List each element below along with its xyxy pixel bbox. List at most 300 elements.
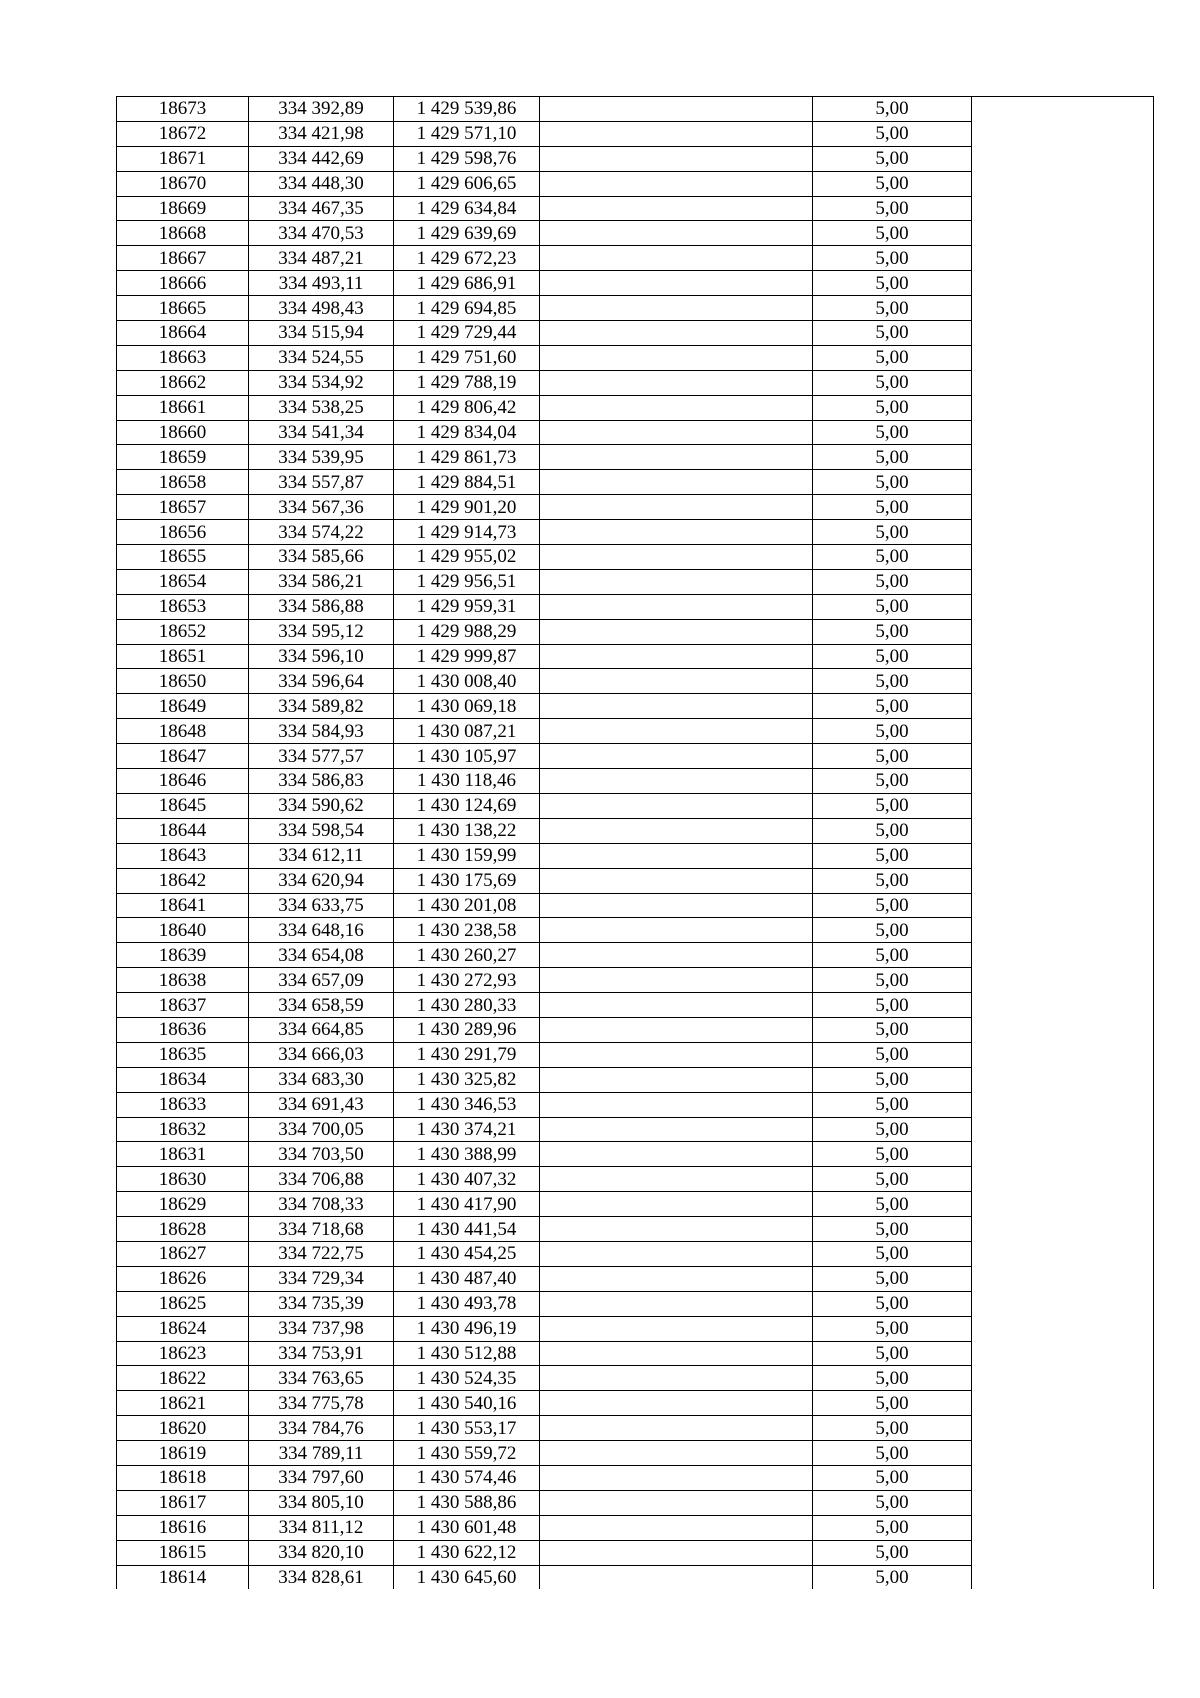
y-coordinate-cell: 1 430 238,58 — [394, 918, 540, 943]
x-coordinate-cell: 334 703,50 — [249, 1142, 394, 1167]
y-coordinate-cell: 1 430 388,99 — [394, 1142, 540, 1167]
point-number-cell: 18624 — [117, 1316, 249, 1341]
table-row — [117, 1316, 1154, 1341]
empty-cell — [540, 196, 813, 221]
table-row — [117, 146, 1154, 171]
empty-cell — [540, 1540, 813, 1565]
table-row — [117, 1490, 1154, 1515]
empty-cell — [972, 246, 1154, 271]
table-row — [117, 520, 1154, 545]
empty-cell — [540, 1142, 813, 1167]
empty-cell — [972, 943, 1154, 968]
x-coordinate-cell: 334 775,78 — [249, 1391, 394, 1416]
table-row — [117, 1366, 1154, 1391]
empty-cell — [540, 345, 813, 370]
x-coordinate-cell: 334 763,65 — [249, 1366, 394, 1391]
distance-cell: 5,00 — [813, 445, 972, 470]
table-row — [117, 619, 1154, 644]
table-row — [117, 1117, 1154, 1142]
empty-cell — [540, 1515, 813, 1540]
empty-cell — [540, 694, 813, 719]
table-row — [117, 569, 1154, 594]
empty-cell — [540, 993, 813, 1018]
point-number-cell: 18632 — [117, 1117, 249, 1142]
table-row — [117, 97, 1154, 122]
table-row — [117, 1291, 1154, 1316]
empty-cell — [540, 271, 813, 296]
point-number-cell: 18638 — [117, 968, 249, 993]
x-coordinate-cell: 334 567,36 — [249, 495, 394, 520]
point-number-cell: 18630 — [117, 1167, 249, 1192]
empty-cell — [972, 196, 1154, 221]
coordinates-table — [116, 96, 1154, 1589]
empty-cell — [540, 370, 813, 395]
distance-cell: 5,00 — [813, 569, 972, 594]
point-number-cell: 18669 — [117, 196, 249, 221]
empty-cell — [972, 968, 1154, 993]
point-number-cell: 18666 — [117, 271, 249, 296]
empty-cell — [540, 520, 813, 545]
distance-cell: 5,00 — [813, 1565, 972, 1589]
y-coordinate-cell: 1 430 454,25 — [394, 1241, 540, 1266]
distance-cell: 5,00 — [813, 744, 972, 769]
x-coordinate-cell: 334 737,98 — [249, 1316, 394, 1341]
x-coordinate-cell: 334 586,21 — [249, 569, 394, 594]
empty-cell — [540, 1241, 813, 1266]
table-row — [117, 1465, 1154, 1490]
y-coordinate-cell: 1 430 260,27 — [394, 943, 540, 968]
distance-cell: 5,00 — [813, 221, 972, 246]
table-row — [117, 296, 1154, 321]
empty-cell — [972, 1117, 1154, 1142]
x-coordinate-cell: 334 577,57 — [249, 744, 394, 769]
table-row — [117, 1266, 1154, 1291]
table-row — [117, 669, 1154, 694]
point-number-cell: 18648 — [117, 719, 249, 744]
empty-cell — [972, 1217, 1154, 1242]
empty-cell — [972, 1416, 1154, 1441]
point-number-cell: 18647 — [117, 744, 249, 769]
distance-cell: 5,00 — [813, 943, 972, 968]
y-coordinate-cell: 1 429 988,29 — [394, 619, 540, 644]
distance-cell: 5,00 — [813, 1366, 972, 1391]
distance-cell: 5,00 — [813, 968, 972, 993]
empty-cell — [540, 1017, 813, 1042]
point-number-cell: 18636 — [117, 1017, 249, 1042]
point-number-cell: 18629 — [117, 1192, 249, 1217]
distance-cell: 5,00 — [813, 644, 972, 669]
point-number-cell: 18616 — [117, 1515, 249, 1540]
empty-cell — [972, 171, 1154, 196]
empty-cell — [972, 719, 1154, 744]
empty-cell — [972, 644, 1154, 669]
empty-cell — [540, 1192, 813, 1217]
distance-cell: 5,00 — [813, 271, 972, 296]
x-coordinate-cell: 334 595,12 — [249, 619, 394, 644]
y-coordinate-cell: 1 430 441,54 — [394, 1217, 540, 1242]
distance-cell: 5,00 — [813, 520, 972, 545]
table-row — [117, 1341, 1154, 1366]
point-number-cell: 18621 — [117, 1391, 249, 1416]
x-coordinate-cell: 334 585,66 — [249, 545, 394, 570]
table-row — [117, 1192, 1154, 1217]
empty-cell — [540, 644, 813, 669]
x-coordinate-cell: 334 498,43 — [249, 296, 394, 321]
point-number-cell: 18646 — [117, 769, 249, 794]
empty-cell — [972, 296, 1154, 321]
y-coordinate-cell: 1 429 956,51 — [394, 569, 540, 594]
distance-cell: 5,00 — [813, 296, 972, 321]
x-coordinate-cell: 334 586,83 — [249, 769, 394, 794]
y-coordinate-cell: 1 430 588,86 — [394, 1490, 540, 1515]
point-number-cell: 18644 — [117, 818, 249, 843]
empty-cell — [972, 1167, 1154, 1192]
distance-cell: 5,00 — [813, 545, 972, 570]
distance-cell: 5,00 — [813, 1490, 972, 1515]
empty-cell — [540, 171, 813, 196]
table-row — [117, 495, 1154, 520]
table-row — [117, 121, 1154, 146]
x-coordinate-cell: 334 515,94 — [249, 321, 394, 346]
point-number-cell: 18651 — [117, 644, 249, 669]
y-coordinate-cell: 1 430 493,78 — [394, 1291, 540, 1316]
empty-cell — [972, 1241, 1154, 1266]
distance-cell: 5,00 — [813, 918, 972, 943]
empty-cell — [972, 918, 1154, 943]
x-coordinate-cell: 334 718,68 — [249, 1217, 394, 1242]
point-number-cell: 18663 — [117, 345, 249, 370]
y-coordinate-cell: 1 429 686,91 — [394, 271, 540, 296]
empty-cell — [540, 569, 813, 594]
point-number-cell: 18634 — [117, 1067, 249, 1092]
distance-cell: 5,00 — [813, 1291, 972, 1316]
table-row — [117, 271, 1154, 296]
empty-cell — [540, 1067, 813, 1092]
table-row — [117, 445, 1154, 470]
point-number-cell: 18649 — [117, 694, 249, 719]
x-coordinate-cell: 334 657,09 — [249, 968, 394, 993]
point-number-cell: 18660 — [117, 420, 249, 445]
table-row — [117, 171, 1154, 196]
table-row — [117, 868, 1154, 893]
table-row — [117, 321, 1154, 346]
table-row — [117, 644, 1154, 669]
y-coordinate-cell: 1 430 087,21 — [394, 719, 540, 744]
empty-cell — [540, 1416, 813, 1441]
empty-cell — [540, 246, 813, 271]
table-row — [117, 943, 1154, 968]
table-row — [117, 1067, 1154, 1092]
distance-cell: 5,00 — [813, 1540, 972, 1565]
distance-cell: 5,00 — [813, 246, 972, 271]
empty-cell — [972, 1017, 1154, 1042]
empty-cell — [540, 943, 813, 968]
empty-cell — [540, 221, 813, 246]
y-coordinate-cell: 1 430 496,19 — [394, 1316, 540, 1341]
point-number-cell: 18670 — [117, 171, 249, 196]
empty-cell — [540, 1217, 813, 1242]
empty-cell — [972, 1316, 1154, 1341]
point-number-cell: 18628 — [117, 1217, 249, 1242]
distance-cell: 5,00 — [813, 395, 972, 420]
empty-cell — [972, 594, 1154, 619]
distance-cell: 5,00 — [813, 1167, 972, 1192]
table-row — [117, 1042, 1154, 1067]
point-number-cell: 18617 — [117, 1490, 249, 1515]
y-coordinate-cell: 1 430 574,46 — [394, 1465, 540, 1490]
empty-cell — [540, 1042, 813, 1067]
empty-cell — [972, 1042, 1154, 1067]
empty-cell — [540, 1490, 813, 1515]
point-number-cell: 18671 — [117, 146, 249, 171]
table-row — [117, 694, 1154, 719]
table-row — [117, 719, 1154, 744]
empty-cell — [972, 744, 1154, 769]
y-coordinate-cell: 1 430 622,12 — [394, 1540, 540, 1565]
point-number-cell: 18668 — [117, 221, 249, 246]
empty-cell — [540, 669, 813, 694]
distance-cell: 5,00 — [813, 370, 972, 395]
y-coordinate-cell: 1 430 008,40 — [394, 669, 540, 694]
y-coordinate-cell: 1 430 138,22 — [394, 818, 540, 843]
point-number-cell: 18641 — [117, 893, 249, 918]
table-row — [117, 395, 1154, 420]
distance-cell: 5,00 — [813, 843, 972, 868]
y-coordinate-cell: 1 430 512,88 — [394, 1341, 540, 1366]
y-coordinate-cell: 1 429 539,86 — [394, 97, 540, 122]
distance-cell: 5,00 — [813, 893, 972, 918]
point-number-cell: 18654 — [117, 569, 249, 594]
empty-cell — [972, 1366, 1154, 1391]
y-coordinate-cell: 1 430 487,40 — [394, 1266, 540, 1291]
table-row — [117, 221, 1154, 246]
table-row — [117, 470, 1154, 495]
empty-cell — [540, 968, 813, 993]
empty-cell — [972, 395, 1154, 420]
empty-cell — [972, 694, 1154, 719]
table-row — [117, 818, 1154, 843]
point-number-cell: 18645 — [117, 793, 249, 818]
distance-cell: 5,00 — [813, 818, 972, 843]
y-coordinate-cell: 1 430 524,35 — [394, 1366, 540, 1391]
distance-cell: 5,00 — [813, 1241, 972, 1266]
x-coordinate-cell: 334 722,75 — [249, 1241, 394, 1266]
empty-cell — [540, 420, 813, 445]
x-coordinate-cell: 334 574,22 — [249, 520, 394, 545]
empty-cell — [972, 445, 1154, 470]
y-coordinate-cell: 1 430 280,33 — [394, 993, 540, 1018]
empty-cell — [540, 1465, 813, 1490]
y-coordinate-cell: 1 430 559,72 — [394, 1441, 540, 1466]
y-coordinate-cell: 1 429 999,87 — [394, 644, 540, 669]
point-number-cell: 18640 — [117, 918, 249, 943]
empty-cell — [972, 321, 1154, 346]
empty-cell — [972, 843, 1154, 868]
x-coordinate-cell: 334 666,03 — [249, 1042, 394, 1067]
empty-cell — [972, 370, 1154, 395]
y-coordinate-cell: 1 429 751,60 — [394, 345, 540, 370]
x-coordinate-cell: 334 683,30 — [249, 1067, 394, 1092]
empty-cell — [540, 619, 813, 644]
x-coordinate-cell: 334 753,91 — [249, 1341, 394, 1366]
distance-cell: 5,00 — [813, 619, 972, 644]
table-row — [117, 594, 1154, 619]
x-coordinate-cell: 334 820,10 — [249, 1540, 394, 1565]
distance-cell: 5,00 — [813, 1391, 972, 1416]
y-coordinate-cell: 1 430 374,21 — [394, 1117, 540, 1142]
y-coordinate-cell: 1 430 105,97 — [394, 744, 540, 769]
empty-cell — [972, 769, 1154, 794]
distance-cell: 5,00 — [813, 470, 972, 495]
y-coordinate-cell: 1 430 601,48 — [394, 1515, 540, 1540]
y-coordinate-cell: 1 429 861,73 — [394, 445, 540, 470]
point-number-cell: 18656 — [117, 520, 249, 545]
table-row — [117, 1515, 1154, 1540]
empty-cell — [972, 1490, 1154, 1515]
x-coordinate-cell: 334 448,30 — [249, 171, 394, 196]
empty-cell — [972, 1266, 1154, 1291]
empty-cell — [540, 445, 813, 470]
distance-cell: 5,00 — [813, 121, 972, 146]
x-coordinate-cell: 334 392,89 — [249, 97, 394, 122]
point-number-cell: 18657 — [117, 495, 249, 520]
point-number-cell: 18652 — [117, 619, 249, 644]
empty-cell — [972, 1142, 1154, 1167]
x-coordinate-cell: 334 586,88 — [249, 594, 394, 619]
x-coordinate-cell: 334 735,39 — [249, 1291, 394, 1316]
y-coordinate-cell: 1 429 606,65 — [394, 171, 540, 196]
point-number-cell: 18658 — [117, 470, 249, 495]
distance-cell: 5,00 — [813, 495, 972, 520]
point-number-cell: 18625 — [117, 1291, 249, 1316]
y-coordinate-cell: 1 430 645,60 — [394, 1565, 540, 1589]
x-coordinate-cell: 334 421,98 — [249, 121, 394, 146]
point-number-cell: 18622 — [117, 1366, 249, 1391]
empty-cell — [972, 495, 1154, 520]
empty-cell — [540, 719, 813, 744]
point-number-cell: 18623 — [117, 1341, 249, 1366]
table-row — [117, 993, 1154, 1018]
empty-cell — [972, 470, 1154, 495]
empty-cell — [972, 1465, 1154, 1490]
y-coordinate-cell: 1 429 598,76 — [394, 146, 540, 171]
empty-cell — [540, 470, 813, 495]
empty-cell — [540, 321, 813, 346]
point-number-cell: 18615 — [117, 1540, 249, 1565]
table-row — [117, 744, 1154, 769]
x-coordinate-cell: 334 828,61 — [249, 1565, 394, 1589]
x-coordinate-cell: 334 612,11 — [249, 843, 394, 868]
table-row — [117, 1391, 1154, 1416]
empty-cell — [540, 594, 813, 619]
distance-cell: 5,00 — [813, 1341, 972, 1366]
x-coordinate-cell: 334 541,34 — [249, 420, 394, 445]
empty-cell — [972, 1067, 1154, 1092]
x-coordinate-cell: 334 811,12 — [249, 1515, 394, 1540]
empty-cell — [540, 1266, 813, 1291]
y-coordinate-cell: 1 429 694,85 — [394, 296, 540, 321]
table-row — [117, 918, 1154, 943]
empty-cell — [540, 769, 813, 794]
x-coordinate-cell: 334 700,05 — [249, 1117, 394, 1142]
distance-cell: 5,00 — [813, 669, 972, 694]
distance-cell: 5,00 — [813, 1515, 972, 1540]
empty-cell — [540, 744, 813, 769]
empty-cell — [540, 296, 813, 321]
point-number-cell: 18627 — [117, 1241, 249, 1266]
distance-cell: 5,00 — [813, 1316, 972, 1341]
empty-cell — [972, 121, 1154, 146]
y-coordinate-cell: 1 429 788,19 — [394, 370, 540, 395]
distance-cell: 5,00 — [813, 1067, 972, 1092]
x-coordinate-cell: 334 596,64 — [249, 669, 394, 694]
empty-cell — [972, 569, 1154, 594]
empty-cell — [972, 818, 1154, 843]
y-coordinate-cell: 1 430 540,16 — [394, 1391, 540, 1416]
point-number-cell: 18639 — [117, 943, 249, 968]
x-coordinate-cell: 334 664,85 — [249, 1017, 394, 1042]
x-coordinate-cell: 334 648,16 — [249, 918, 394, 943]
empty-cell — [540, 1441, 813, 1466]
empty-cell — [972, 993, 1154, 1018]
y-coordinate-cell: 1 430 407,32 — [394, 1167, 540, 1192]
table-row — [117, 1217, 1154, 1242]
table-row — [117, 1540, 1154, 1565]
y-coordinate-cell: 1 429 959,31 — [394, 594, 540, 619]
distance-cell: 5,00 — [813, 769, 972, 794]
y-coordinate-cell: 1 429 914,73 — [394, 520, 540, 545]
empty-cell — [540, 818, 813, 843]
y-coordinate-cell: 1 429 806,42 — [394, 395, 540, 420]
distance-cell: 5,00 — [813, 1142, 972, 1167]
empty-cell — [972, 545, 1154, 570]
empty-cell — [972, 1341, 1154, 1366]
empty-cell — [972, 1092, 1154, 1117]
distance-cell: 5,00 — [813, 1092, 972, 1117]
point-number-cell: 18642 — [117, 868, 249, 893]
table-row — [117, 1441, 1154, 1466]
distance-cell: 5,00 — [813, 868, 972, 893]
empty-cell — [540, 1092, 813, 1117]
empty-cell — [540, 918, 813, 943]
empty-cell — [972, 1515, 1154, 1540]
empty-cell — [972, 1565, 1154, 1589]
distance-cell: 5,00 — [813, 1192, 972, 1217]
x-coordinate-cell: 334 589,82 — [249, 694, 394, 719]
point-number-cell: 18667 — [117, 246, 249, 271]
x-coordinate-cell: 334 797,60 — [249, 1465, 394, 1490]
empty-cell — [972, 271, 1154, 296]
empty-cell — [540, 121, 813, 146]
distance-cell: 5,00 — [813, 1441, 972, 1466]
table-row — [117, 196, 1154, 221]
empty-cell — [972, 221, 1154, 246]
empty-cell — [540, 1391, 813, 1416]
table-row — [117, 1416, 1154, 1441]
table-row — [117, 420, 1154, 445]
empty-cell — [540, 793, 813, 818]
table-row — [117, 1017, 1154, 1042]
distance-cell: 5,00 — [813, 1416, 972, 1441]
table-row — [117, 893, 1154, 918]
point-number-cell: 18650 — [117, 669, 249, 694]
empty-cell — [540, 893, 813, 918]
y-coordinate-cell: 1 430 346,53 — [394, 1092, 540, 1117]
empty-cell — [972, 520, 1154, 545]
y-coordinate-cell: 1 429 834,04 — [394, 420, 540, 445]
distance-cell: 5,00 — [813, 345, 972, 370]
point-number-cell: 18673 — [117, 97, 249, 122]
